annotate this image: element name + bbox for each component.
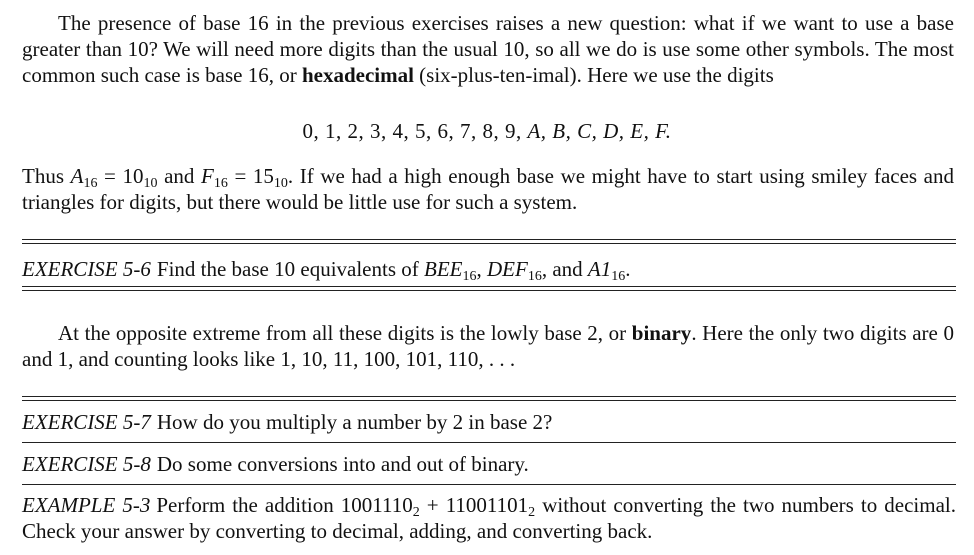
paragraph-binary: [22, 320, 954, 372]
text-span: At the opposite extreme from all these digits is the lowly base 2, or: [58, 321, 632, 345]
text-span: ,: [476, 257, 487, 281]
text-span: + 11001101: [419, 493, 529, 517]
text-span: without converting the two numbers to decimal. Check your answer by converting to decimal, adding, and converting back.: [22, 493, 956, 543]
text-span: . Here the only two digits are 0 and 1, and counting looks like 1, 10, 11, 100, 101, 110, . . .: [22, 321, 954, 371]
subscript: 16: [527, 269, 542, 284]
subscript: 16: [213, 176, 228, 191]
subscript: 16: [83, 176, 98, 191]
letter-digits: A, B, C, D, E, F.: [527, 119, 672, 143]
text-span: and: [157, 164, 202, 188]
symbol-f: F: [201, 164, 214, 188]
exercise-label: EXERCISE 5-7: [22, 410, 151, 434]
symbol-bee: BEE: [424, 257, 463, 281]
rule-ex58-ex53: [22, 484, 956, 485]
subscript: 16: [462, 269, 477, 284]
exercise-5-8: [22, 451, 956, 477]
text-span: . If we had a high enough base we might have to start using smiley faces and triangles for digits, but there would be little use for such a system.: [22, 164, 955, 214]
subscript: 16: [611, 269, 626, 284]
rule-ex57-ex58: [22, 442, 956, 443]
subscript: 10: [273, 176, 288, 191]
exercise-5-7: [22, 409, 956, 435]
paragraph-hexadecimal: [22, 10, 954, 88]
paragraph-examples: [22, 163, 954, 215]
rule-top-ex56: [22, 239, 956, 244]
example-5-3: [22, 492, 956, 544]
subscript: 10: [143, 176, 158, 191]
symbol-a1: A1: [587, 257, 612, 281]
paragraph-text: [22, 10, 954, 88]
subscript: 2: [412, 505, 420, 520]
paragraph-text: [22, 320, 954, 372]
subscript: 2: [528, 505, 536, 520]
exercise-label: EXERCISE 5-8: [22, 452, 151, 476]
text-span: Thus: [22, 164, 71, 188]
text-span: Perform the addition 1001110: [156, 493, 413, 517]
exercise-label: EXERCISE 5-6: [22, 257, 151, 281]
symbol-a: A: [70, 164, 84, 188]
digit-list: [0, 118, 974, 144]
rule-top-ex57: [22, 396, 956, 401]
text-span: Find the base 10 equivalents of: [156, 257, 425, 281]
exercise-text: Do some conversions into and out of binary.: [156, 452, 529, 476]
text-span: , and: [541, 257, 588, 281]
text-span: The presence of base 16 in the previous exercises raises a new question: what if we want to use a base greater than 10? We will need more digits than the usual 10, so all we do is use some other symbols. The most common such case is base 16, or: [22, 11, 954, 87]
paragraph-text: [22, 163, 954, 215]
rule-bottom-ex56: [22, 286, 956, 291]
exercise-text: How do you multiply a number by 2 in base 2?: [156, 410, 553, 434]
symbol-def: DEF: [487, 257, 528, 281]
term-hexadecimal: hexadecimal: [301, 63, 414, 87]
text-span: .: [625, 257, 631, 281]
numeric-digits: 0, 1, 2, 3, 4, 5, 6, 7, 8, 9,: [302, 119, 528, 143]
text-span: = 10: [97, 164, 144, 188]
text-span: (six-plus-ten-imal). Here we use the digits: [413, 63, 774, 87]
text-span: = 15: [227, 164, 274, 188]
term-binary: binary: [631, 321, 692, 345]
exercise-5-6: [22, 256, 956, 282]
example-label: EXAMPLE 5-3: [22, 493, 151, 517]
